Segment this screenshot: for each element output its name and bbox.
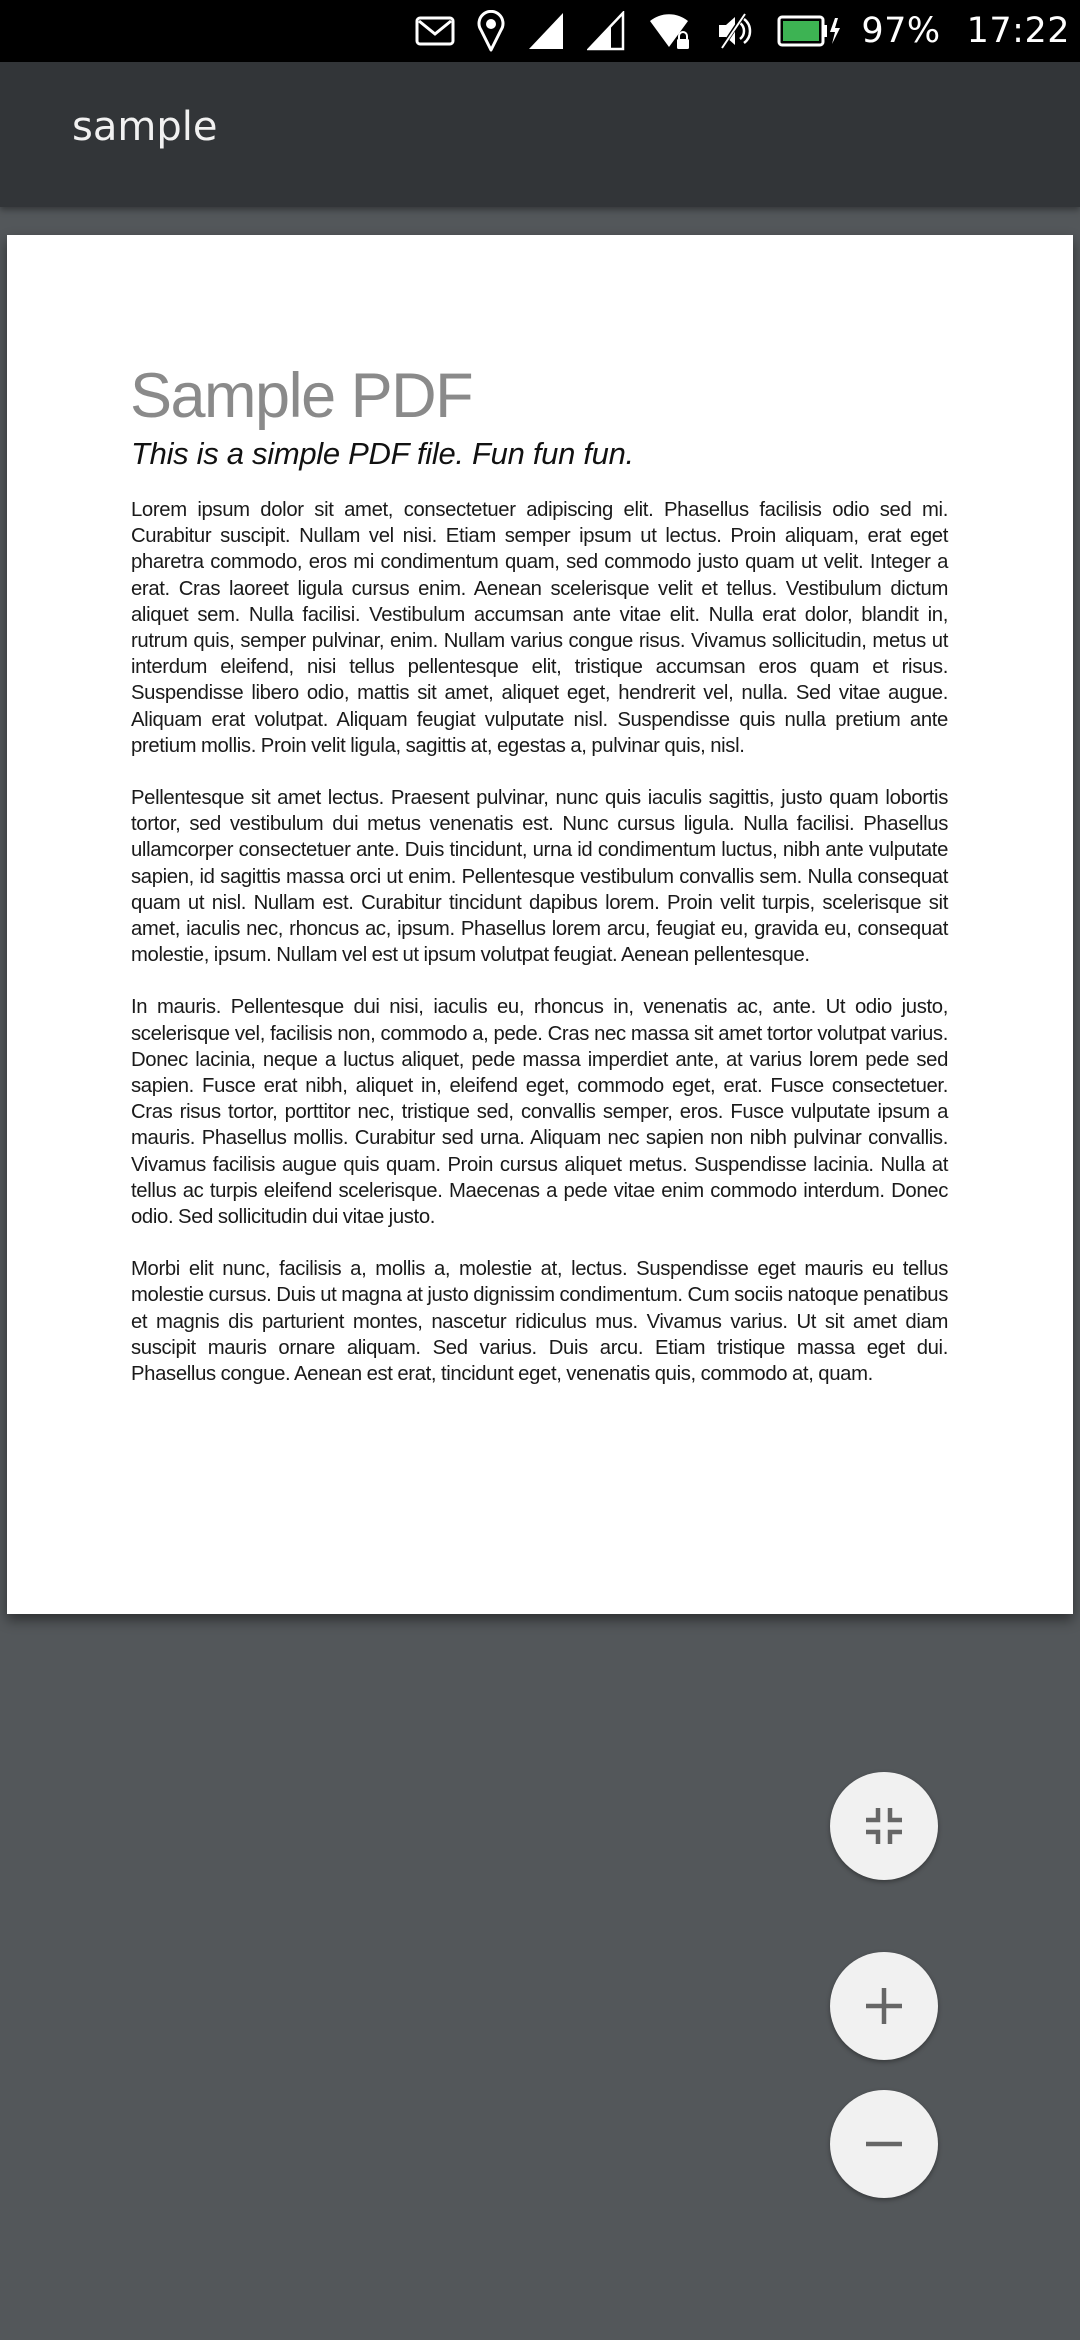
volume-muted-icon: [715, 0, 755, 62]
minus-icon: [864, 2124, 904, 2164]
signal-full-icon: [527, 0, 565, 62]
paragraph: Morbi elit nunc, facilisis a, mollis a, molestie at, lectus. Suspendisse eget mauris eu tellus molestie cursus. Duis ut magna at justo dignissim condimentum. Cum sociis natoque penatibus et magnis dis parturient montes, nascetur ridiculus mus. Vivamus varius. Ut sit amet diam suscipit mauris ornare aliquam. Sed varius. Duis arcu. Etiam tristique massa eget dui. Phasellus congue. Aenean est erat, tincidunt eget, venenatis quis, commodo at, quam.: [131, 1258, 948, 1386]
paragraph: Pellentesque sit amet lectus. Praesent pulvinar, nunc quis iaculis sagittis, justo quam lobortis tortor, sed vestibulum dui metus venenatis est. Nunc cursus ligula. Nulla facilisi. Phasellus ullamcorper consectetuer ante. Duis tincidunt, urna id condimentum luctus, nibh ante vulputate sapien, id sagittis massa orci ut enim. Pellentesque vestibulum convallis sem. Nulla consequat quam ut nisl. Nullam est. Curabitur tincidunt dapibus lorem. Proin velit turpis, scelerisque sit amet, iaculis nec, rhoncus ac, ipsum. Phasellus lorem arcu, feugiat eu, gravida eu, consequat molestie, ipsum. Nullam vel est ut ipsum volutpat feugiat. Aenean pellentesque.: [131, 787, 948, 967]
document-body: [131, 497, 948, 1413]
mail-icon: [415, 0, 455, 62]
paragraph: In mauris. Pellentesque dui nisi, iaculis eu, rhoncus in, venenatis ac, ante. Ut odio justo, scelerisque vel, facilisis non, commodo a, pede. Cras nec massa sit amet tortor volutpat varius. Donec lacinia, neque a luctus aliquet, pede massa imperdiet ante, at varius lorem pede sed sapien. Fusce erat nibh, aliquet in, eleifend eget, commodo eget, erat. Fusce consectetuer. Cras risus tortor, porttitor nec, tristique sed, convallis semper, eros. Fusce vulputate ipsum a mauris. Phasellus mollis. Curabitur sed urna. Aliquam nec sapien non nibh pulvinar convallis. Vivamus facilisis augue quis quam. Proin cursus aliquet metus. Suspendisse lacinia. Nulla at tellus ac turpis eleifend scelerisque. Maecenas a pede vitae enim commodo interdum. Donec odio. Sed sollicitudin dui vitae justo.: [131, 996, 948, 1229]
location-icon: [477, 0, 505, 62]
document-subtitle: This is a simple PDF file. Fun fun fun.: [131, 436, 634, 471]
fit-page-button[interactable]: [830, 1772, 938, 1880]
app-title: sample: [72, 104, 218, 150]
fullscreen-exit-icon: [864, 1806, 904, 1846]
clock: 17:22: [966, 11, 1070, 51]
document-title: Sample PDF: [130, 361, 473, 431]
battery-charging-icon: [777, 0, 843, 62]
battery-percent: 97%: [861, 11, 941, 51]
signal-partial-icon: [587, 0, 625, 62]
app-bar: [0, 62, 1080, 207]
pdf-page[interactable]: [7, 235, 1073, 1614]
zoom-out-button[interactable]: [830, 2090, 938, 2198]
wifi-locked-icon: [647, 0, 693, 62]
paragraph: Lorem ipsum dolor sit amet, consectetuer adipiscing elit. Phasellus facilisis odio sed mi. Curabitur suscipit. Nullam vel nisi. Etiam semper ipsum ut lectus. Proin aliquam, erat eget pharetra commodo, eros mi condimentum quam, sed commodo justo quam ut velit. Integer a erat. Cras laoreet ligula cursus enim. Aenean scelerisque velit et tellus. Vestibulum dictum aliquet sem. Nulla facilisi. Vestibulum accumsan ante vitae elit. Nulla erat dolor, blandit in, rutrum quis, semper pulvinar, enim. Nullam varius congue risus. Vivamus sollicitudin, metus ut interdum eleifend, nisi tellus pellentesque elit, tristique accumsan eros quam et risus. Suspendisse libero odio, mattis sit amet, aliquet eget, hendrerit vel, nulla. Sed vitae augue. Aliquam erat volutpat. Aliquam feugiat vulputate nisl. Suspendisse quis nulla pretium ante pretium mollis. Proin velit ligula, sagittis at, egestas a, pulvinar quis, nisl.: [131, 499, 948, 757]
zoom-in-button[interactable]: [830, 1952, 938, 2060]
status-bar: [0, 0, 1080, 62]
plus-icon: [864, 1986, 904, 2026]
pdf-viewer[interactable]: [0, 207, 1080, 2340]
